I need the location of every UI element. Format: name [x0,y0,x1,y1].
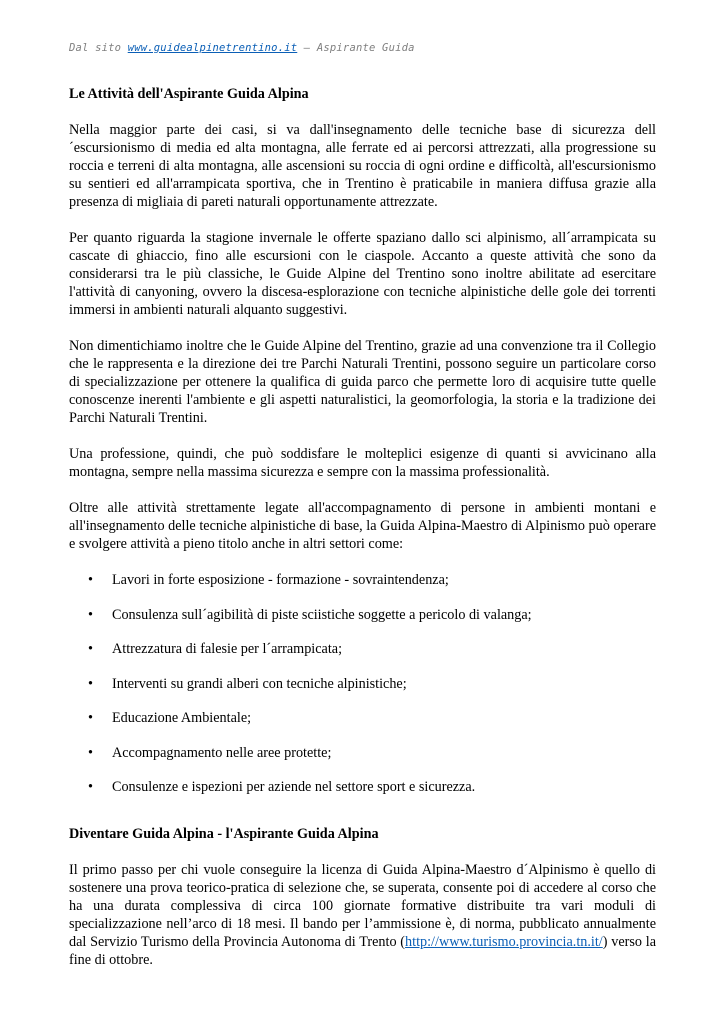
tourism-site-link[interactable]: http://www.turismo.provincia.tn.it/ [405,934,603,950]
section-title-activities: Le Attività dell'Aspirante Guida Alpina [69,86,309,102]
list-item [69,744,656,762]
bullet-icon: • [88,675,93,692]
list-item [69,778,656,796]
list-item-text: Consulenza sull´agibilità di piste sciistiche soggette a pericolo di valanga; [112,606,532,623]
list-item-text: Lavori in forte esposizione - formazione - sovraintendenza; [112,572,449,588]
list-item-text: Consulenze e ispezioni per aziende nel settore sport e sicurezza. [112,779,476,795]
bullet-icon: • [88,641,93,657]
paragraph [69,861,656,969]
paragraph: Una professione, quindi, che può soddisfare le molteplici esigenze di quanti si avvicinano alla montagna, sempre nella massima sicurezza e sempre con la massima professionalità. [69,446,656,480]
activities-list [69,571,656,796]
paragraph: Nella maggior parte dei casi, si va dall'insegnamento delle tecniche base di sicurezza dell´escursionismo di media ed alta montagna, alle ferrate ed ai percorsi attrezzati, alla progressione su roccia e terreni di alta montagna, alle ascensioni su roccia di ogni ordine e difficoltà, all'escursionismo su sentieri ed all'arrampicata sportiva, che in Trentino è praticabile in maniera diffusa grazie alla presenza di migliaia di pareti naturali opportunamente attrezzate. [69,122,656,210]
document-page [69,36,656,969]
list-item-text: Attrezzatura di falesie per l´arrampicata; [112,641,343,657]
bullet-icon: • [88,744,93,761]
bullet-icon: • [88,606,93,623]
paragraph: Oltre alle attività strettamente legate all'accompagnamento di persone in ambienti montani e all'insegnamento delle tecniche alpinistiche di base, la Guida Alpina-Maestro di Alpinismo può operare e svolgere attività a pieno titolo anche in altri settori come: [69,500,656,552]
paragraph-text: Il primo passo per chi vuole conseguire la licenza di Guida Alpina-Maestro d´Alpinismo è quello di sostenere una prova teorico-pratica di selezione che, se superata, consente poi di accedere al corso che ha una durata complessiva di circa 100 giornate formative distribuite tra vari moduli di specializzazione nell’arco di 18 mesi. Il bando per l’ammissione è, di norma, pubblicato annualmente dal Servizio Turismo della Provincia Autonoma di Trento ( [69,862,656,950]
list-item [69,709,656,727]
list-item-text: Accompagnamento nelle aree protette; [112,744,332,761]
bullet-icon: • [88,572,93,588]
list-item [69,606,656,624]
section-title-become-guide: Diventare Guida Alpina - l'Aspirante Guida Alpina [69,826,379,842]
bullet-icon: • [88,779,93,795]
header-suffix: – Aspirante Guida [297,42,415,54]
paragraph: Per quanto riguarda la stagione invernale le offerte spaziano dallo sci alpinismo, all´arrampicata su cascate di ghiaccio, fino alle escursioni con le ciaspole. Accanto a queste attività che sono da considerarsi tra le più classiche, le Guide Alpine del Trentino sono inoltre abilitate ad esercitare l'attività di canyoning, ovvero la discesa-esplorazione con tecniche alpinistiche delle gole dei torrenti immersi in ambienti naturali alquanto suggestivi. [69,230,656,318]
bullet-icon: • [88,710,93,726]
page-header [69,36,656,60]
paragraph: Non dimentichiamo inoltre che le Guide Alpine del Trentino, grazie ad una convenzione tra il Collegio che le rappresenta e la direzione dei tre Parchi Naturali Trentini, possono seguire un particolare corso di specializzazione per ottenere la qualifica di guida parco che permette loro di acquisire tutte quelle conoscenze inerenti l'ambiente e gli aspetti naturalistici, la geomorfologia, la storia e la tradizione dei Parchi Naturali Trentini. [69,338,656,426]
paragraph-text-end: ) verso la fine di ottobre. [69,934,656,968]
list-item-text: Interventi su grandi alberi con tecniche alpinistiche; [112,675,407,692]
list-item [69,571,656,589]
document-body [69,85,656,969]
header-prefix: Dal sito [69,42,128,54]
list-item [69,675,656,693]
header-site-link[interactable]: www.guidealpinetrentino.it [127,42,298,54]
list-item [69,640,656,658]
list-item-text: Educazione Ambientale; [112,710,252,726]
